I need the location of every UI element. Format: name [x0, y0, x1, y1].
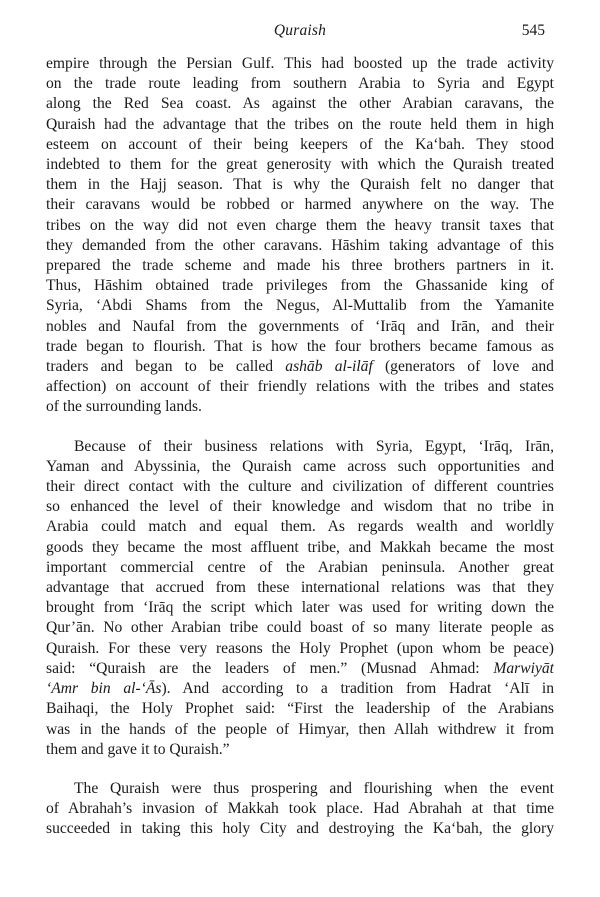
text-line: their direct contact with the culture and civilization of different countries	[46, 478, 554, 496]
text-line: prepared the trade scheme and made his three brothers partners in it.	[46, 257, 554, 275]
text-line: on the trade route leading from southern Arabia to Syria and Egypt	[46, 75, 554, 93]
text-line: affection) on account of their friendly relations with the tribes and states	[46, 378, 554, 396]
italic-citation: Marwiyāt	[493, 659, 554, 677]
text-run: said: “Quraish are the leaders of men.” (Musnad Ahmad:	[46, 659, 494, 677]
text-line: advantage that accrued from these international relations was that they	[46, 579, 554, 597]
text-line	[46, 357, 554, 377]
text-line: Arabia could match and equal them. As regards wealth and worldly	[46, 518, 554, 536]
text-line: so enhanced the level of their knowledge and wisdom that no tribe in	[46, 498, 554, 516]
text-line: along the Red Sea coast. As against the other Arabian caravans, the	[46, 95, 554, 113]
paragraph-3	[46, 779, 554, 840]
text-line: Quraish. For these very reasons the Holy Prophet (upon whom be peace)	[46, 639, 554, 657]
text-line: Syria, ‘Abdi Shams from the Negus, Al-Muttalib from the Yamanite	[46, 297, 554, 315]
text-line: succeeded in taking this holy City and destroying the Ka‘bah, the glory	[46, 820, 554, 838]
text-line: indebted to them for the great generosity with which the Quraish treated	[46, 156, 554, 174]
text-line: of Abrahah’s invasion of Makkah took place. Had Abrahah at that time	[46, 800, 554, 818]
italic-citation: ‘Amr bin al-‘Ās	[46, 680, 162, 698]
text-line: of the surrounding lands.	[46, 398, 202, 416]
text-run: traders and began to be called	[46, 358, 286, 376]
text-line: esteem on account of their being keepers of the Ka‘bah. They stood	[46, 135, 554, 153]
text-line: their caravans would be robbed or harmed anywhere on the way. The	[46, 196, 554, 214]
page-number: 545	[521, 22, 545, 39]
text-line	[46, 679, 554, 699]
text-line: them and gave it to Quraish.”	[46, 740, 230, 758]
paragraph-2	[46, 437, 554, 760]
text-line	[46, 659, 554, 679]
text-line: nobles and Naufal from the governments of ‘Irāq and Irān, and their	[46, 317, 554, 335]
text-line: Because of their business relations with Syria, Egypt, ‘Irāq, Irān,	[74, 437, 554, 455]
body-text	[46, 54, 554, 840]
text-line: them in the Hajj season. That is why the Quraish felt no danger that	[46, 176, 554, 194]
text-line: important commercial centre of the Arabian peninsula. Another great	[46, 558, 554, 576]
text-line: was in the hands of the people of Himyar, then Allah withdrew it from	[46, 720, 554, 738]
text-line: brought from ‘Irāq the script which later was used for writing down the	[46, 599, 554, 617]
text-line: trade began to flourish. That is how the four brothers became famous as	[46, 337, 554, 355]
text-line: empire through the Persian Gulf. This had boosted up the trade activity	[46, 55, 554, 72]
text-line: Quraish had the advantage that the tribes on the route held them in high	[46, 115, 554, 133]
text-line: Thus, Hāshim obtained trade privileges from the Ghassanide king of	[46, 277, 554, 295]
running-header	[0, 22, 600, 44]
text-line: Qur’ān. No other Arabian tribe could boast of so many literate people as	[46, 619, 554, 637]
italic-term: ashāb al-ilāf	[285, 358, 373, 376]
text-line: The Quraish were thus prospering and flourishing when the event	[74, 779, 554, 797]
text-line: they demanded from the other caravans. Hāshim taking advantage of this	[46, 236, 554, 254]
text-line: Baihaqi, the Holy Prophet said: “First the leadership of the Arabians	[46, 700, 554, 718]
paragraph-1	[46, 54, 554, 418]
text-run: (generators of love and	[372, 358, 554, 376]
text-line: Yaman and Abyssinia, the Quraish came across such opportunities and	[46, 457, 554, 475]
text-line: goods they became the most affluent tribe, and Makkah became the most	[46, 538, 554, 556]
text-run: ). And according to a tradition from Hadrat ‘Alī in	[161, 680, 554, 698]
running-title: Quraish	[273, 22, 327, 39]
text-line: tribes on the way did not even charge them the heavy transit taxes that	[46, 216, 554, 234]
